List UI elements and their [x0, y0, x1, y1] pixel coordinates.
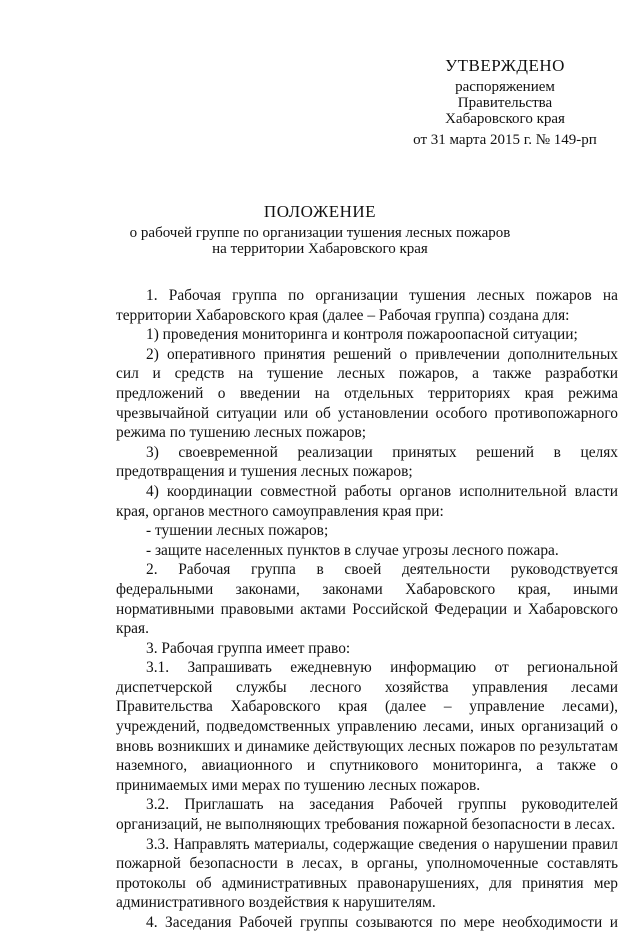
document-body: [116, 286, 618, 933]
paragraph: - тушении лесных пожаров;: [146, 522, 329, 540]
paragraph: 1. Рабочая группа по организации тушения лесных пожаров на территории Хабаровского края (далее – Рабочая группа) создана для:: [116, 287, 618, 324]
paragraph: - защите населенных пунктов в случае угрозы лесного пожара.: [146, 541, 559, 559]
paragraph: 3. Рабочая группа имеет право:: [146, 639, 351, 657]
document-title-block: [0, 204, 640, 257]
approval-line-3: Хабаровского края: [445, 111, 565, 127]
paragraph: 4) координации совместной работы органов исполнительной власти края, органов местного самоуправления края при:: [116, 482, 618, 520]
paragraph: 3) своевременной реализации принятых решений в целях предотвращения и тушения лесных пожаров;: [116, 443, 618, 481]
approval-heading: УТВЕРЖДЕНО: [445, 56, 565, 75]
paragraph: 2. Рабочая группа в своей деятельности руководствуется федеральными законами, законами Хабаровского края, иными нормативными правовыми актами Российской Федерации и Хабаровского края.: [116, 561, 618, 638]
paragraph: 3.1. Запрашивать ежедневную информацию от региональной диспетчерской службы лесного хозяйства управления лесами Правительства Хабаровского края (далее – управление лесами), учреждений, подведомственных управлению лесами, иных организаций о вновь возникших и динамике действующих лесных пожаров по результатам наземного, авиационного и спутникового мониторинга, а также о принимаемых ими мерах по тушению лесных пожаров.: [116, 659, 618, 794]
approval-stamp: [380, 58, 630, 148]
paragraph: 3.3. Направлять материалы, содержащие сведения о нарушении правил пожарной безопасности в лесах, в органы, уполномоченные составлять протоколы об административных правонарушениях, для принятия мер административного воздействия к нарушителям.: [116, 835, 618, 912]
approval-date: от 31 марта 2015 г. № 149-рп: [413, 132, 597, 148]
paragraph: 3.2. Приглашать на заседания Рабочей группы руководителей организаций, не выполняющих требования пожарной безопасности в лесах.: [116, 796, 618, 834]
approval-line-1: распоряжением: [455, 79, 555, 95]
document-title: ПОЛОЖЕНИЕ: [263, 202, 377, 221]
paragraph: 2) оперативного принятия решений о привлечении дополнительных сил и средств на тушение лесных пожаров, а также разработки предложений о введении на отдельных территориях края режима чрезвычайной ситуации или об установлении особого противопожарного режима по тушению лесных пожаров;: [116, 345, 618, 442]
document-subtitle-line-2: на территории Хабаровского края: [212, 241, 428, 257]
paragraph: 4. Заседания Рабочей группы созываются по мере необходимости и: [146, 914, 618, 931]
document-subtitle-line-1: о рабочей группе по организации тушения лесных пожаров: [129, 225, 511, 241]
approval-line-2: Правительства: [457, 95, 553, 111]
paragraph: 1) проведения мониторинга и контроля пожароопасной ситуации;: [146, 326, 578, 344]
